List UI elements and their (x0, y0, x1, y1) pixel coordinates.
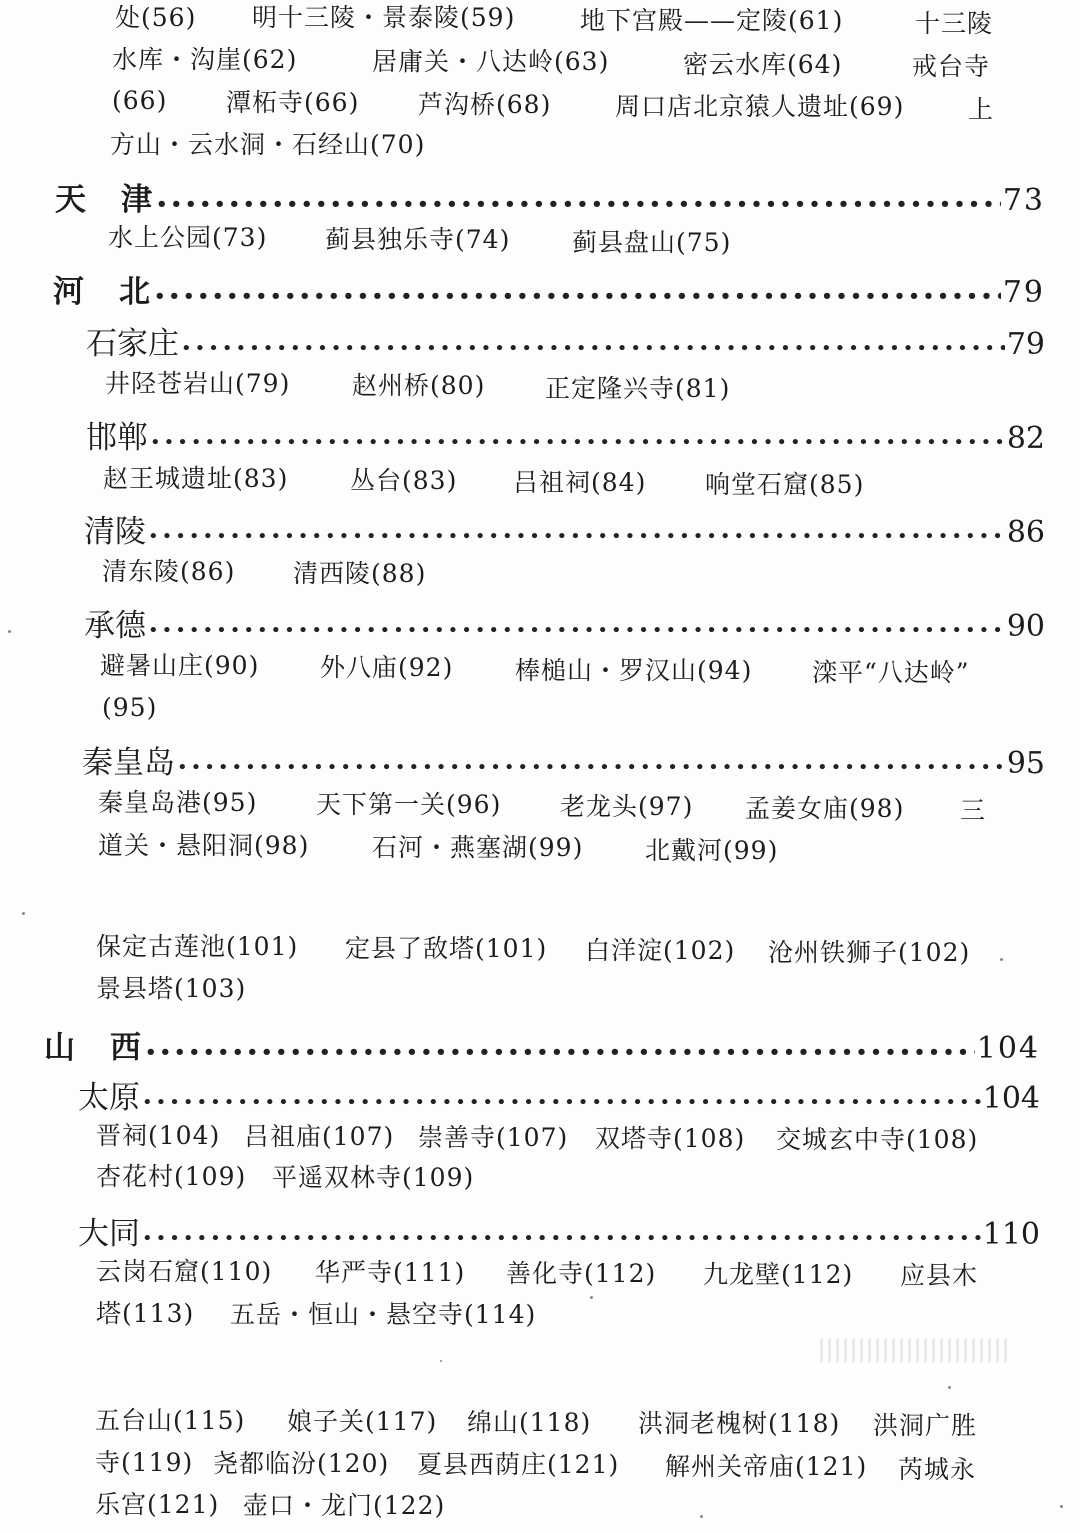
scan-speck (1000, 958, 1003, 961)
leader-dots (148, 526, 1005, 547)
toc-entry: 景县塔(103) (96, 974, 247, 1003)
toc-entry: 三 (960, 796, 987, 825)
toc-entry: 洪洞广胜 (873, 1411, 978, 1440)
scan-speck (700, 1515, 703, 1518)
subheading-title: 秦皇岛 (82, 745, 175, 781)
toc-entry: 北戴河(99) (645, 836, 779, 865)
leader-dots (154, 286, 1001, 307)
toc-entry: (95) (102, 693, 158, 722)
page-number: 90 (1006, 609, 1045, 644)
toc-entry: 华严寺(111) (315, 1258, 466, 1287)
leader-dots (150, 432, 1005, 453)
leader-dots (142, 1092, 981, 1113)
toc-entry: 上 (968, 95, 995, 124)
scan-speck (8, 630, 11, 633)
toc-subheading-qingling (84, 506, 1045, 551)
toc-entry: 老龙头(97) (560, 792, 694, 821)
toc-entry: 处(56) (115, 3, 197, 32)
heading-title: 山 西 (44, 1030, 143, 1066)
toc-entry: 晋祠(104) (96, 1121, 221, 1150)
subheading-title: 邯郸 (86, 420, 148, 456)
toc-entry: 五台山(115) (95, 1406, 246, 1435)
toc-entry: 戒台寺 (912, 52, 991, 81)
toc-entry: 白洋淀(102) (585, 936, 736, 965)
page-number: 95 (1006, 746, 1045, 781)
toc-entry: 五岳・恒山・悬空寺(114) (230, 1300, 537, 1329)
toc-entry: 九龙壁(112) (703, 1260, 854, 1289)
toc-heading-hebei (53, 266, 1045, 311)
toc-entry: 绵山(118) (467, 1408, 592, 1437)
toc-entry: 芮城永 (898, 1455, 977, 1484)
toc-entry: 井陉苍岩山(79) (105, 369, 291, 398)
toc-entry: 蓟县独乐寺(74) (325, 225, 511, 254)
subheading-title: 大同 (78, 1216, 140, 1252)
toc-subheading-chengde (84, 600, 1045, 645)
leader-dots (145, 1042, 975, 1063)
toc-entry: 寺(119) (95, 1448, 194, 1477)
faded-text-smudge (820, 1338, 1010, 1362)
toc-entry: 丛台(83) (350, 466, 458, 495)
toc-entry: 尧都临汾(120) (213, 1449, 390, 1478)
page-number: 104 (976, 1031, 1040, 1066)
toc-entry: 天下第一关(96) (316, 790, 502, 819)
toc-entry: 水上公园(73) (108, 223, 268, 252)
toc-entry: 响堂石窟(85) (705, 470, 865, 499)
toc-entry: 赵州桥(80) (352, 371, 486, 400)
toc-entry: 潭柘寺(66) (226, 88, 360, 117)
toc-entry: 居庸关・八达岭(63) (372, 47, 610, 76)
toc-subheading-qinhuangdao (82, 737, 1045, 782)
toc-entry: 滦平“八达岭” (812, 658, 970, 687)
scan-speck (948, 1386, 951, 1389)
toc-entry: 蓟县盘山(75) (572, 228, 732, 257)
toc-entry: 保定古莲池(101) (96, 932, 299, 961)
leader-dots (148, 620, 1005, 641)
toc-entry: 清东陵(86) (102, 557, 236, 586)
toc-entry: 吕祖庙(107) (244, 1122, 395, 1151)
toc-entry: 娘子关(117) (287, 1407, 438, 1436)
subheading-title: 清陵 (84, 514, 146, 550)
toc-subheading-handan (86, 412, 1045, 457)
scan-speck (440, 1360, 442, 1362)
toc-entry: 交城玄中寺(108) (776, 1125, 979, 1154)
scan-speck (22, 912, 25, 915)
toc-entry: 定县了敌塔(101) (345, 934, 548, 963)
toc-entry: 平遥双林寺(109) (272, 1163, 475, 1192)
heading-title: 河 北 (53, 274, 152, 310)
toc-entry: 方山・云水洞・石经山(70) (110, 130, 426, 159)
toc-entry: 棒槌山・罗汉山(94) (515, 656, 753, 685)
toc-entry: 水库・沟崖(62) (112, 45, 298, 74)
toc-entry: 双塔寺(108) (595, 1124, 746, 1153)
toc-entry: 外八庙(92) (320, 653, 454, 682)
page-number: 73 (1002, 183, 1045, 218)
toc-subheading-datong (78, 1208, 1040, 1253)
toc-subheading-shijiazhuang (86, 318, 1045, 363)
toc-entry: 周口店北京猿人遗址(69) (615, 92, 905, 121)
scan-speck (1060, 1505, 1063, 1508)
toc-entry: (66) (112, 86, 168, 115)
page-number: 79 (1002, 275, 1045, 310)
toc-entry: 石河・燕塞湖(99) (372, 833, 584, 862)
toc-heading-tianjin (55, 174, 1045, 219)
subheading-title: 石家庄 (86, 326, 179, 362)
page-number: 82 (1006, 421, 1045, 456)
toc-entry: 地下宫殿——定陵(61) (580, 6, 844, 35)
toc-entry: 杏花村(109) (96, 1162, 247, 1191)
toc-entry: 应县木 (900, 1261, 979, 1290)
toc-entry: 崇善寺(107) (418, 1123, 569, 1152)
toc-entry: 云岗石窟(110) (96, 1257, 273, 1286)
toc-entry: 密云水库(64) (683, 50, 843, 79)
toc-entry: 孟姜女庙(98) (745, 794, 905, 823)
leader-dots (181, 338, 1005, 359)
toc-entry: 芦沟桥(68) (418, 90, 552, 119)
toc-entry: 赵王城遗址(83) (103, 464, 289, 493)
toc-entry: 乐宫(121) (95, 1490, 220, 1519)
toc-heading-shanxi (44, 1022, 1040, 1067)
toc-entry: 清西陵(88) (293, 559, 427, 588)
leader-dots (177, 757, 1005, 778)
leader-dots (142, 1228, 981, 1249)
page-number: 104 (982, 1081, 1040, 1116)
toc-entry: 解州关帝庙(121) (665, 1452, 868, 1481)
toc-entry: 壶口・龙门(122) (243, 1491, 446, 1520)
toc-entry: 道关・悬阳洞(98) (98, 831, 310, 860)
toc-entry: 秦皇岛港(95) (98, 788, 258, 817)
heading-title: 天 津 (55, 182, 154, 218)
toc-entry: 夏县西荫庄(121) (417, 1450, 620, 1479)
subheading-title: 太原 (78, 1080, 140, 1116)
toc-subheading-taiyuan (78, 1072, 1040, 1117)
toc-entry: 十三陵 (915, 9, 994, 38)
page-number: 79 (1006, 327, 1045, 362)
page-number: 86 (1006, 515, 1045, 550)
toc-entry: 洪洞老槐树(118) (638, 1409, 841, 1438)
toc-entry: 善化寺(112) (506, 1259, 657, 1288)
leader-dots (156, 194, 1001, 215)
subheading-title: 承德 (84, 608, 146, 644)
scan-speck (590, 1296, 593, 1299)
toc-entry: 避暑山庄(90) (100, 651, 260, 680)
page-number: 110 (982, 1217, 1040, 1252)
toc-entry: 塔(113) (96, 1299, 195, 1328)
toc-entry: 正定隆兴寺(81) (545, 374, 731, 403)
toc-entry: 吕祖祠(84) (513, 468, 647, 497)
toc-entry: 明十三陵・景泰陵(59) (252, 3, 516, 32)
toc-entry: 沧州铁狮子(102) (768, 938, 971, 967)
